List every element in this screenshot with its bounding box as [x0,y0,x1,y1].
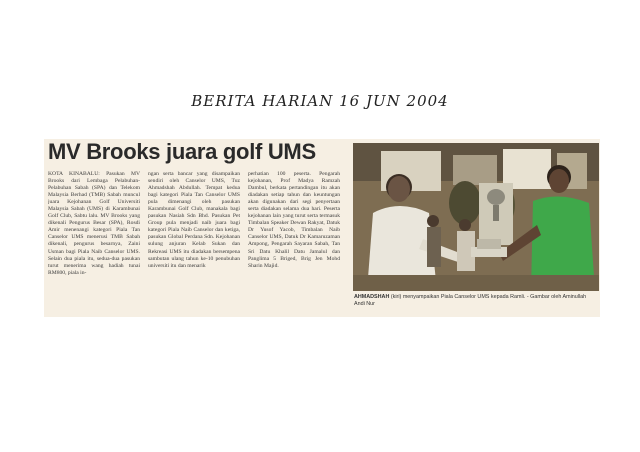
article-column-3 [248,171,340,313]
newspaper-clipping [44,139,600,317]
article-body [48,171,348,313]
article-column-1 [48,171,140,313]
photo-caption [354,294,598,308]
column-text: perhatian 100 peserta. Pengarah kejohanan, Prof Madya Ramzah Dambul, berkata pertandingan itu akan diadakan setiap tahun dan keuntungan akan digunakan dari segi penyertaan serta diadakan selama dua hari. Peserta kejohanan lain yang turut serta termasuk Timbalan Speaker Dewan Rakyat, Datuk Dr Yusof Yacob, Timbalan Naib Canselor UMS, Datuk Dr Kamaruzaman Ampong, Pengarah Sayaran Sabah, Tan Sri Datu Khalil Datu Jamalul dan Panglima 5 Briged, Brig Jen Mohd Sharin Majid. [248,171,340,269]
article-headline: MV Brooks juara golf UMS [48,139,316,164]
trophy-presentation-photo [353,143,599,291]
column-text: KOTA KINABALU: Pasukan MV Brooks dari Lembaga Pelabuhan-Pelabuhan Sabah (SPA) dan Telekom Malaysia Berhad (TMB) Sabah muncul juara Kejohanan Golf Universiti Malaysia Sabah (UMS) di Karambunai Golf Club, Sabtu lalu. MV Brooks yang dikenali Pengurus Besar (SPA), Rosdi Amir menenangi kategori Piala Tan Canselor UMS menerusi TMB Sabah dikenali, pengurus besarnya, Zaini Usman bagi Piala Naib Canselor UMS. Selain dua piala itu, sedua-dua pasukan turut menerima wang hadiah tunai RM800, piala in- [48,171,140,276]
caption-text: (kiri) menyampaikan Piala Canselor UMS kepada Ramli. - Gambar oleh Aminullah Andi Nur [354,294,587,307]
newspaper-masthead-date: BERITA HARIAN 16 JUN 2004 [191,92,449,110]
article-column-2 [148,171,240,313]
photo-illustration [353,143,599,291]
caption-name: AHMADSHAH [354,294,390,300]
column-text: ngan serta bancar yang disampaikan sendiri oleh Canselor UMS, Tuz Ahmadshah Abdullah. Tempat kedua bagi kategori Piala Tan Canselor UMS pula dimenangi oleh pasukan Karambunai Golf Club, manakala bagi pasukan Nasiah Sdn Bhd. Pasukan Pet Group pula menjadi naib juara bagi kategori Piala Naib Canselor dan ketiga, pasukan Global Perdana Sdn. Kejohanan sulung anjuran Kelab Sukan dan Rekreasi UMS itu diadakan bersempena sambutan ulang tahun ke-10 penubuhan universiti itu dan menarik [148,171,240,269]
